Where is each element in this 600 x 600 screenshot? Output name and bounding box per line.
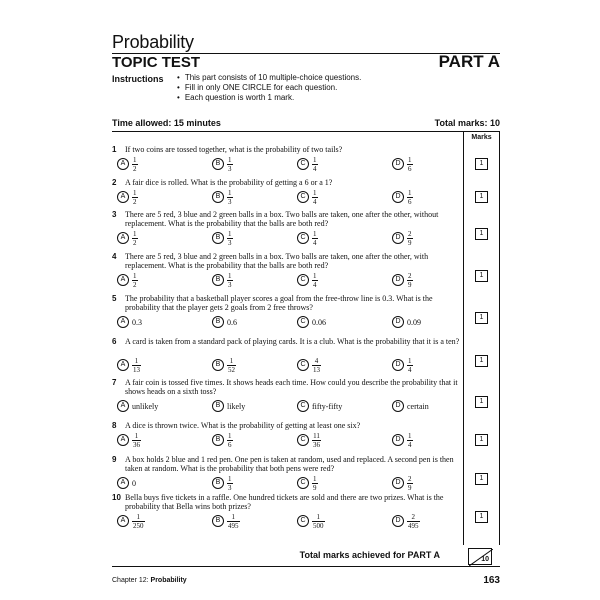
fraction-numerator: 1 bbox=[133, 229, 137, 238]
answer-option-d[interactable] bbox=[392, 473, 413, 493]
answer-bubble[interactable]: A bbox=[117, 232, 129, 244]
answer-option-d[interactable] bbox=[392, 511, 420, 531]
fraction-denominator: 2 bbox=[133, 280, 137, 289]
answer-option-d[interactable] bbox=[392, 355, 413, 375]
instruction-item: • Each question is worth 1 mark. bbox=[177, 93, 361, 103]
mark-box[interactable]: 1 bbox=[475, 355, 488, 367]
total-achieved-label: Total marks achieved for PART A bbox=[299, 550, 440, 560]
topic-test-heading: TOPIC TEST bbox=[112, 54, 201, 71]
answer-fraction bbox=[407, 475, 413, 492]
footer-chapter-label: Chapter 12: bbox=[112, 577, 151, 584]
answer-bubble[interactable]: B bbox=[212, 274, 224, 286]
answer-options bbox=[117, 312, 462, 332]
answer-bubble[interactable]: C bbox=[297, 400, 309, 412]
fraction-denominator: 52 bbox=[228, 365, 235, 374]
answer-bubble[interactable]: C bbox=[297, 232, 309, 244]
answer-bubble[interactable]: D bbox=[392, 191, 404, 203]
answer-fraction bbox=[132, 432, 141, 449]
page-number: 163 bbox=[483, 575, 500, 586]
mark-box[interactable]: 1 bbox=[475, 158, 488, 170]
answer-fraction bbox=[132, 230, 138, 247]
question-number: 1 bbox=[112, 145, 117, 154]
answer-options bbox=[117, 396, 462, 416]
question-number: 3 bbox=[112, 210, 117, 219]
answer-fraction bbox=[312, 513, 325, 530]
answer-bubble[interactable]: D bbox=[392, 434, 404, 446]
answer-fraction bbox=[407, 272, 413, 289]
answer-option-b[interactable] bbox=[212, 270, 233, 290]
answer-bubble[interactable]: B bbox=[212, 515, 224, 527]
answer-value: 0.6 bbox=[227, 317, 237, 327]
answer-option-b[interactable] bbox=[212, 154, 233, 174]
fraction-denominator: 36 bbox=[313, 440, 320, 449]
answer-bubble[interactable]: A bbox=[117, 274, 129, 286]
answer-option-d[interactable] bbox=[392, 270, 413, 290]
answer-bubble[interactable]: C bbox=[297, 274, 309, 286]
question-number: 4 bbox=[112, 252, 117, 261]
fraction-numerator: 1 bbox=[313, 474, 317, 483]
answer-bubble[interactable]: A bbox=[117, 515, 129, 527]
fraction-denominator: 4 bbox=[408, 440, 412, 449]
answer-fraction bbox=[312, 475, 318, 492]
answer-fraction bbox=[407, 432, 413, 449]
answer-option-d[interactable] bbox=[392, 430, 413, 450]
fraction-numerator: 1 bbox=[408, 356, 412, 365]
fraction-denominator: 3 bbox=[228, 483, 232, 492]
answer-fraction bbox=[227, 189, 233, 206]
answer-option-a[interactable] bbox=[117, 312, 142, 332]
answer-fraction bbox=[312, 189, 318, 206]
instructions-list bbox=[177, 73, 361, 103]
fraction-denominator: 13 bbox=[313, 365, 320, 374]
answer-bubble[interactable]: B bbox=[212, 359, 224, 371]
answer-option-d[interactable] bbox=[392, 187, 413, 207]
answer-fraction bbox=[407, 189, 413, 206]
answer-fraction bbox=[132, 156, 138, 173]
answer-bubble[interactable]: D bbox=[392, 515, 404, 527]
fraction-denominator: 4 bbox=[313, 280, 317, 289]
mark-box[interactable]: 1 bbox=[475, 191, 488, 203]
answer-option-a[interactable] bbox=[117, 270, 138, 290]
answer-bubble[interactable]: D bbox=[392, 477, 404, 489]
answer-bubble[interactable]: B bbox=[212, 191, 224, 203]
answer-option-c[interactable] bbox=[297, 430, 321, 450]
subject-title: Probability bbox=[112, 32, 194, 52]
fraction-numerator: 2 bbox=[408, 271, 412, 280]
answer-option-a[interactable] bbox=[117, 473, 136, 493]
answer-fraction bbox=[227, 432, 233, 449]
fraction-denominator: 3 bbox=[228, 238, 232, 247]
answer-option-d[interactable] bbox=[392, 228, 413, 248]
mark-box[interactable]: 1 bbox=[475, 228, 488, 240]
answer-bubble[interactable]: D bbox=[392, 400, 404, 412]
fraction-numerator: 1 bbox=[228, 474, 232, 483]
fraction-denominator: 250 bbox=[133, 521, 144, 530]
total-achieved-value: 10 bbox=[481, 556, 489, 563]
question-text: The probability that a basketball player scores a goal from the free-throw line is 0.3. What is the probability that the player gets 2 goals from 2 free throws? bbox=[125, 294, 433, 312]
fraction-numerator: 1 bbox=[313, 188, 317, 197]
answer-option-c[interactable] bbox=[297, 396, 342, 416]
fraction-numerator: 1 bbox=[228, 155, 232, 164]
answer-option-b[interactable] bbox=[212, 396, 245, 416]
answer-options bbox=[117, 430, 462, 450]
fraction-numerator: 1 bbox=[133, 155, 137, 164]
instructions-label: Instructions bbox=[112, 74, 164, 84]
answer-fraction bbox=[227, 475, 233, 492]
answer-options bbox=[117, 154, 462, 174]
fraction-denominator: 6 bbox=[408, 197, 412, 206]
fraction-numerator: 1 bbox=[133, 271, 137, 280]
divider bbox=[112, 131, 500, 132]
fraction-denominator: 4 bbox=[313, 164, 317, 173]
answer-option-a[interactable] bbox=[117, 187, 138, 207]
fraction-numerator: 1 bbox=[313, 271, 317, 280]
total-marks: Total marks: 10 bbox=[434, 118, 500, 128]
answer-option-a[interactable] bbox=[117, 228, 138, 248]
mark-box[interactable]: 1 bbox=[475, 396, 488, 408]
fraction-numerator: 1 bbox=[231, 512, 235, 521]
answer-value: 0 bbox=[132, 478, 136, 488]
answer-option-c[interactable] bbox=[297, 511, 325, 531]
marks-header: Marks bbox=[471, 134, 492, 141]
answer-bubble[interactable]: A bbox=[117, 400, 129, 412]
question-text: If two coins are tossed together, what is the probability of two tails? bbox=[125, 145, 343, 154]
question-text: Bella buys five tickets in a raffle. One hundred tickets are sold and there are two prizes. What is the probability that Bella wins both prizes? bbox=[125, 493, 444, 511]
answer-bubble[interactable]: B bbox=[212, 158, 224, 170]
fraction-denominator: 13 bbox=[133, 365, 140, 374]
answer-bubble[interactable]: D bbox=[392, 316, 404, 328]
answer-bubble[interactable]: D bbox=[392, 274, 404, 286]
instruction-item: • Fill in only ONE CIRCLE for each question. bbox=[177, 83, 361, 93]
fraction-denominator: 9 bbox=[408, 280, 412, 289]
answer-fraction bbox=[312, 156, 318, 173]
fraction-numerator: 2 bbox=[408, 229, 412, 238]
answer-option-c[interactable] bbox=[297, 473, 318, 493]
answer-value: fifty-fifty bbox=[312, 401, 343, 411]
answer-value: 0.09 bbox=[407, 317, 421, 327]
mark-box[interactable]: 1 bbox=[475, 434, 488, 446]
answer-bubble[interactable]: C bbox=[297, 316, 309, 328]
answer-option-c[interactable] bbox=[297, 355, 321, 375]
answer-option-c[interactable] bbox=[297, 270, 318, 290]
answer-options bbox=[117, 270, 462, 290]
answer-options bbox=[117, 228, 462, 248]
fraction-denominator: 9 bbox=[408, 483, 412, 492]
fraction-denominator: 4 bbox=[408, 365, 412, 374]
answer-bubble[interactable]: B bbox=[212, 434, 224, 446]
answer-option-b[interactable] bbox=[212, 355, 236, 375]
fraction-numerator: 1 bbox=[316, 512, 320, 521]
answer-option-b[interactable] bbox=[212, 312, 237, 332]
answer-fraction bbox=[227, 357, 236, 374]
question-number: 6 bbox=[112, 337, 117, 346]
answer-value: certain bbox=[407, 401, 429, 411]
answer-option-c[interactable] bbox=[297, 312, 326, 332]
part-heading: PART A bbox=[438, 52, 500, 71]
fraction-numerator: 1 bbox=[228, 271, 232, 280]
fraction-numerator: 1 bbox=[228, 188, 232, 197]
total-achieved-row bbox=[112, 545, 500, 567]
answer-bubble[interactable]: C bbox=[297, 191, 309, 203]
fraction-denominator: 3 bbox=[228, 280, 232, 289]
question-text: A box holds 2 blue and 1 red pen. One pen is taken at random, used and replaced. A second pen is then taken at random. What is the probability that both pens were red? bbox=[125, 455, 454, 473]
fraction-denominator: 2 bbox=[133, 197, 137, 206]
instruction-item: • This part consists of 10 multiple-choice questions. bbox=[177, 73, 361, 83]
answer-value: 0.06 bbox=[312, 317, 326, 327]
answer-fraction bbox=[227, 230, 233, 247]
answer-fraction bbox=[407, 230, 413, 247]
answer-fraction bbox=[312, 230, 318, 247]
question-number: 5 bbox=[112, 294, 117, 303]
answer-option-b[interactable] bbox=[212, 228, 233, 248]
answer-fraction bbox=[312, 432, 321, 449]
fraction-denominator: 495 bbox=[408, 521, 419, 530]
answer-options bbox=[117, 187, 462, 207]
answer-fraction bbox=[132, 189, 138, 206]
question-number: 2 bbox=[112, 178, 117, 187]
fraction-denominator: 36 bbox=[133, 440, 140, 449]
footer-chapter bbox=[112, 577, 187, 584]
answer-bubble[interactable]: A bbox=[117, 477, 129, 489]
fraction-numerator: 11 bbox=[313, 431, 320, 440]
answer-option-a[interactable] bbox=[117, 355, 141, 375]
question-number: 10 bbox=[112, 493, 121, 502]
fraction-denominator: 6 bbox=[228, 440, 232, 449]
fraction-denominator: 3 bbox=[228, 164, 232, 173]
fraction-numerator: 1 bbox=[313, 229, 317, 238]
answer-option-a[interactable] bbox=[117, 430, 141, 450]
fraction-numerator: 1 bbox=[408, 155, 412, 164]
answer-option-b[interactable] bbox=[212, 511, 240, 531]
fraction-numerator: 2 bbox=[411, 512, 415, 521]
answer-fraction bbox=[227, 156, 233, 173]
mark-box[interactable]: 1 bbox=[475, 473, 488, 485]
fraction-numerator: 4 bbox=[314, 356, 319, 365]
answer-option-a[interactable] bbox=[117, 511, 145, 531]
answer-fraction bbox=[407, 357, 413, 374]
fraction-numerator: 1 bbox=[134, 356, 139, 365]
answer-fraction bbox=[312, 272, 318, 289]
answer-value: likely bbox=[227, 401, 246, 411]
fraction-denominator: 9 bbox=[408, 238, 412, 247]
answer-bubble[interactable]: C bbox=[297, 158, 309, 170]
answer-options bbox=[117, 355, 462, 375]
answer-option-d[interactable] bbox=[392, 154, 413, 174]
answer-value: 0.3 bbox=[132, 317, 142, 327]
fraction-denominator: 6 bbox=[408, 164, 412, 173]
fraction-denominator: 495 bbox=[228, 521, 239, 530]
answer-option-d[interactable] bbox=[392, 312, 421, 332]
answer-fraction bbox=[312, 357, 321, 374]
answer-fraction bbox=[227, 272, 233, 289]
answer-option-c[interactable] bbox=[297, 187, 318, 207]
time-allowed: Time allowed: 15 minutes bbox=[112, 118, 221, 128]
mark-box[interactable]: 1 bbox=[475, 270, 488, 282]
time-bar bbox=[112, 118, 500, 130]
answer-fraction bbox=[407, 156, 413, 173]
answer-bubble[interactable]: C bbox=[297, 434, 309, 446]
fraction-denominator: 2 bbox=[133, 238, 137, 247]
question-number: 9 bbox=[112, 455, 117, 464]
answer-bubble[interactable]: C bbox=[297, 515, 309, 527]
fraction-denominator: 2 bbox=[133, 164, 137, 173]
footer-chapter-name: Probability bbox=[150, 577, 187, 584]
fraction-numerator: 1 bbox=[408, 431, 412, 440]
mark-box[interactable]: 1 bbox=[475, 312, 488, 324]
answer-options bbox=[117, 511, 462, 531]
question-text: There are 5 red, 3 blue and 2 green balls in a box. Two balls are taken, one after the other, with replacement. What is the probability that the balls are both red? bbox=[125, 252, 429, 270]
answer-option-a[interactable] bbox=[117, 154, 138, 174]
total-achieved-box[interactable] bbox=[468, 548, 492, 565]
question-number: 7 bbox=[112, 378, 117, 387]
answer-bubble[interactable]: A bbox=[117, 316, 129, 328]
fraction-numerator: 2 bbox=[408, 474, 412, 483]
question-text: A fair dice is rolled. What is the probability of getting a 6 or a 1? bbox=[125, 178, 333, 187]
answer-fraction bbox=[227, 513, 240, 530]
question-text: A fair coin is tossed five times. It shows heads each time. How could you describe the probability that it shows heads on a sixth toss? bbox=[125, 378, 458, 396]
mark-box[interactable]: 1 bbox=[475, 511, 488, 523]
fraction-denominator: 4 bbox=[313, 197, 317, 206]
fraction-numerator: 1 bbox=[313, 155, 317, 164]
answer-option-b[interactable] bbox=[212, 473, 233, 493]
answer-bubble[interactable]: A bbox=[117, 434, 129, 446]
answer-bubble[interactable]: A bbox=[117, 191, 129, 203]
fraction-numerator: 1 bbox=[134, 431, 139, 440]
answer-option-a[interactable] bbox=[117, 396, 158, 416]
answer-bubble[interactable]: D bbox=[392, 232, 404, 244]
fraction-numerator: 1 bbox=[136, 512, 140, 521]
fraction-numerator: 1 bbox=[133, 188, 137, 197]
answer-option-c[interactable] bbox=[297, 228, 318, 248]
answer-options bbox=[117, 473, 462, 493]
fraction-numerator: 1 bbox=[228, 431, 232, 440]
answer-fraction bbox=[132, 513, 145, 530]
fraction-numerator: 1 bbox=[228, 229, 232, 238]
fraction-denominator: 4 bbox=[313, 238, 317, 247]
question-text: There are 5 red, 3 blue and 2 green balls in a box. Two balls are taken, one after the other, without replacement. What is the probability that the balls are both red? bbox=[125, 210, 439, 228]
question-text: A dice is thrown twice. What is the probability of getting at least one six? bbox=[125, 421, 361, 430]
fraction-denominator: 9 bbox=[313, 483, 317, 492]
answer-bubble[interactable]: A bbox=[117, 158, 129, 170]
answer-bubble[interactable]: C bbox=[297, 477, 309, 489]
fraction-denominator: 3 bbox=[228, 197, 232, 206]
answer-bubble[interactable]: B bbox=[212, 400, 224, 412]
fraction-numerator: 1 bbox=[408, 188, 412, 197]
answer-option-c[interactable] bbox=[297, 154, 318, 174]
question-text: A card is taken from a standard pack of playing cards. It is a club. What is the probability that it is a ten? bbox=[125, 337, 460, 346]
answer-bubble[interactable]: C bbox=[297, 359, 309, 371]
fraction-denominator: 500 bbox=[313, 521, 324, 530]
answer-option-d[interactable] bbox=[392, 396, 429, 416]
answer-bubble[interactable]: A bbox=[117, 359, 129, 371]
answer-bubble[interactable]: B bbox=[212, 232, 224, 244]
answer-bubble[interactable]: D bbox=[392, 158, 404, 170]
answer-bubble[interactable]: D bbox=[392, 359, 404, 371]
answer-option-b[interactable] bbox=[212, 430, 233, 450]
answer-fraction bbox=[132, 357, 141, 374]
answer-fraction bbox=[407, 513, 420, 530]
answer-value: unlikely bbox=[132, 401, 159, 411]
question-number: 8 bbox=[112, 421, 117, 430]
answer-fraction bbox=[132, 272, 138, 289]
fraction-numerator: 1 bbox=[229, 356, 234, 365]
answer-option-b[interactable] bbox=[212, 187, 233, 207]
answer-bubble[interactable]: B bbox=[212, 477, 224, 489]
answer-bubble[interactable]: B bbox=[212, 316, 224, 328]
